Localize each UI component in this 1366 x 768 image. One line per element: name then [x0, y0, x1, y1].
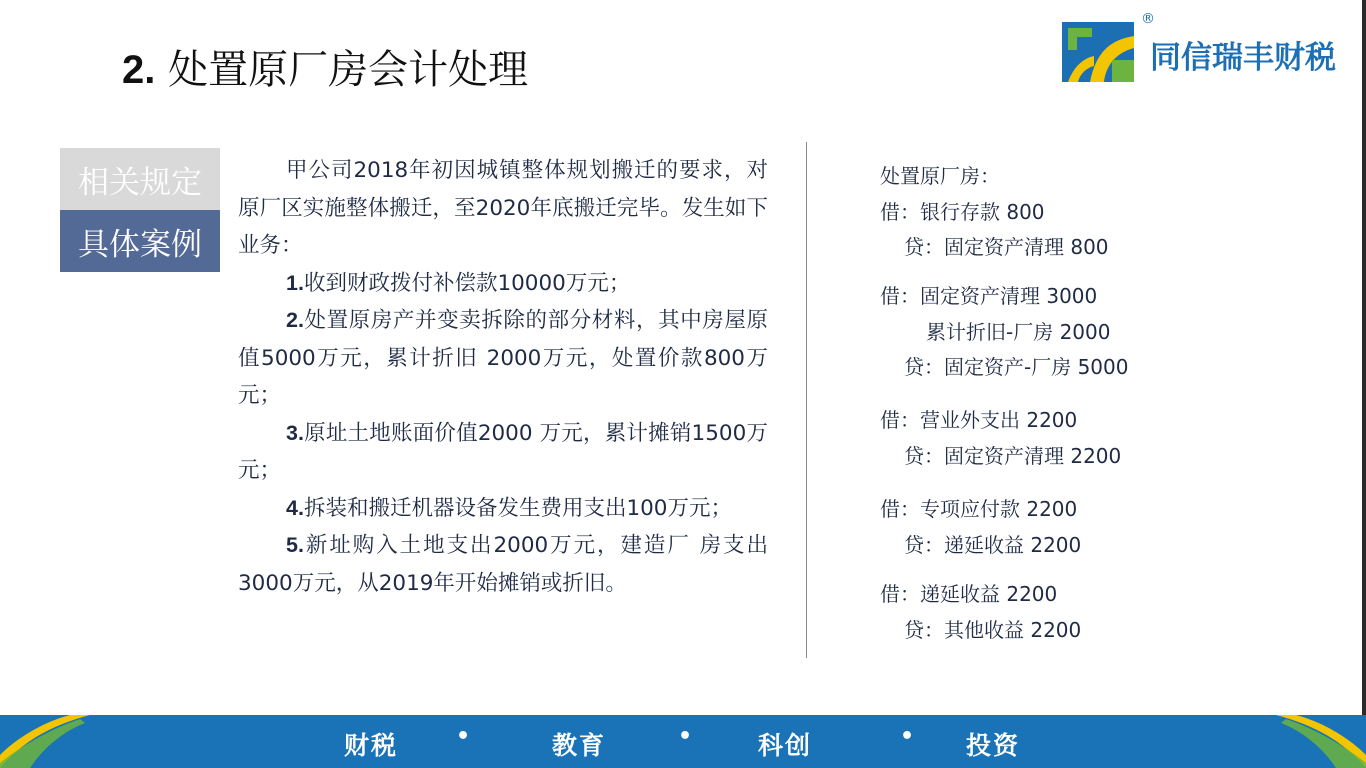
logo-mark-icon: [1060, 22, 1136, 84]
footer-bar: [0, 715, 1366, 768]
slide-edge: [1362, 0, 1366, 768]
entry-line: 贷：固定资产清理 2200: [904, 444, 1122, 468]
case-item: 1.收到财政拨付补偿款10000万元；: [286, 270, 631, 296]
entry-line: 借：固定资产清理 3000: [880, 284, 1098, 308]
entry-line: 贷：递延收益 2200: [904, 533, 1082, 557]
footer-item: 科创: [758, 731, 813, 760]
entry-line: 借：递延收益 2200: [880, 582, 1058, 606]
footer-separator: •: [900, 724, 915, 749]
entry-line: 借：营业外支出 2200: [880, 408, 1078, 432]
tab-case[interactable]: 具体案例: [60, 210, 220, 272]
case-intro: 甲公司2018年初因城镇整体规划搬迁的要求，对原厂区实施整体搬迁，至2020年底搬迁完毕。发生如下业务：: [238, 158, 768, 258]
entry-line: 借：专项应付款 2200: [880, 497, 1078, 521]
entry-line: 借：银行存款 800: [880, 200, 1045, 224]
entry-line: 累计折旧-厂房 2000: [926, 320, 1111, 344]
footer-item: 教育: [552, 731, 607, 760]
column-divider: [806, 142, 807, 658]
footer-item: 投资: [966, 731, 1021, 760]
case-item: 4.拆装和搬迁机器设备发生费用支出100万元；: [286, 495, 732, 521]
entry-line: 贷：固定资产-厂房 5000: [904, 355, 1129, 379]
footer-separator: •: [678, 724, 693, 749]
entries-heading: 处置原厂房：: [880, 164, 1000, 188]
logo-name: 同信瑞丰财税: [1150, 39, 1336, 76]
case-description: [238, 152, 768, 602]
logo: [1060, 11, 1336, 84]
entry-line: 贷：其他收益 2200: [904, 618, 1082, 642]
tab-rules[interactable]: 相关规定: [60, 148, 220, 210]
entry-line: 贷：固定资产清理 800: [904, 235, 1109, 259]
case-item: 5.新址购入土地支出2000万元，建造厂 房支出3000万元，从2019年开始摊销或折旧。: [238, 533, 768, 596]
footer-item: 财税: [344, 731, 399, 760]
case-item: 3.原址土地账面价值2000 万元，累计摊销1500万元；: [238, 420, 768, 483]
case-item: 2.处置原房产并变卖拆除的部分材料，其中房屋原值5000万元，累计折旧 2000万元，处置价款800万元；: [238, 308, 768, 408]
page-title: 2. 处置原厂房会计处理: [122, 47, 529, 93]
footer-separator: •: [456, 724, 471, 749]
registered-mark: ®: [1141, 11, 1155, 27]
